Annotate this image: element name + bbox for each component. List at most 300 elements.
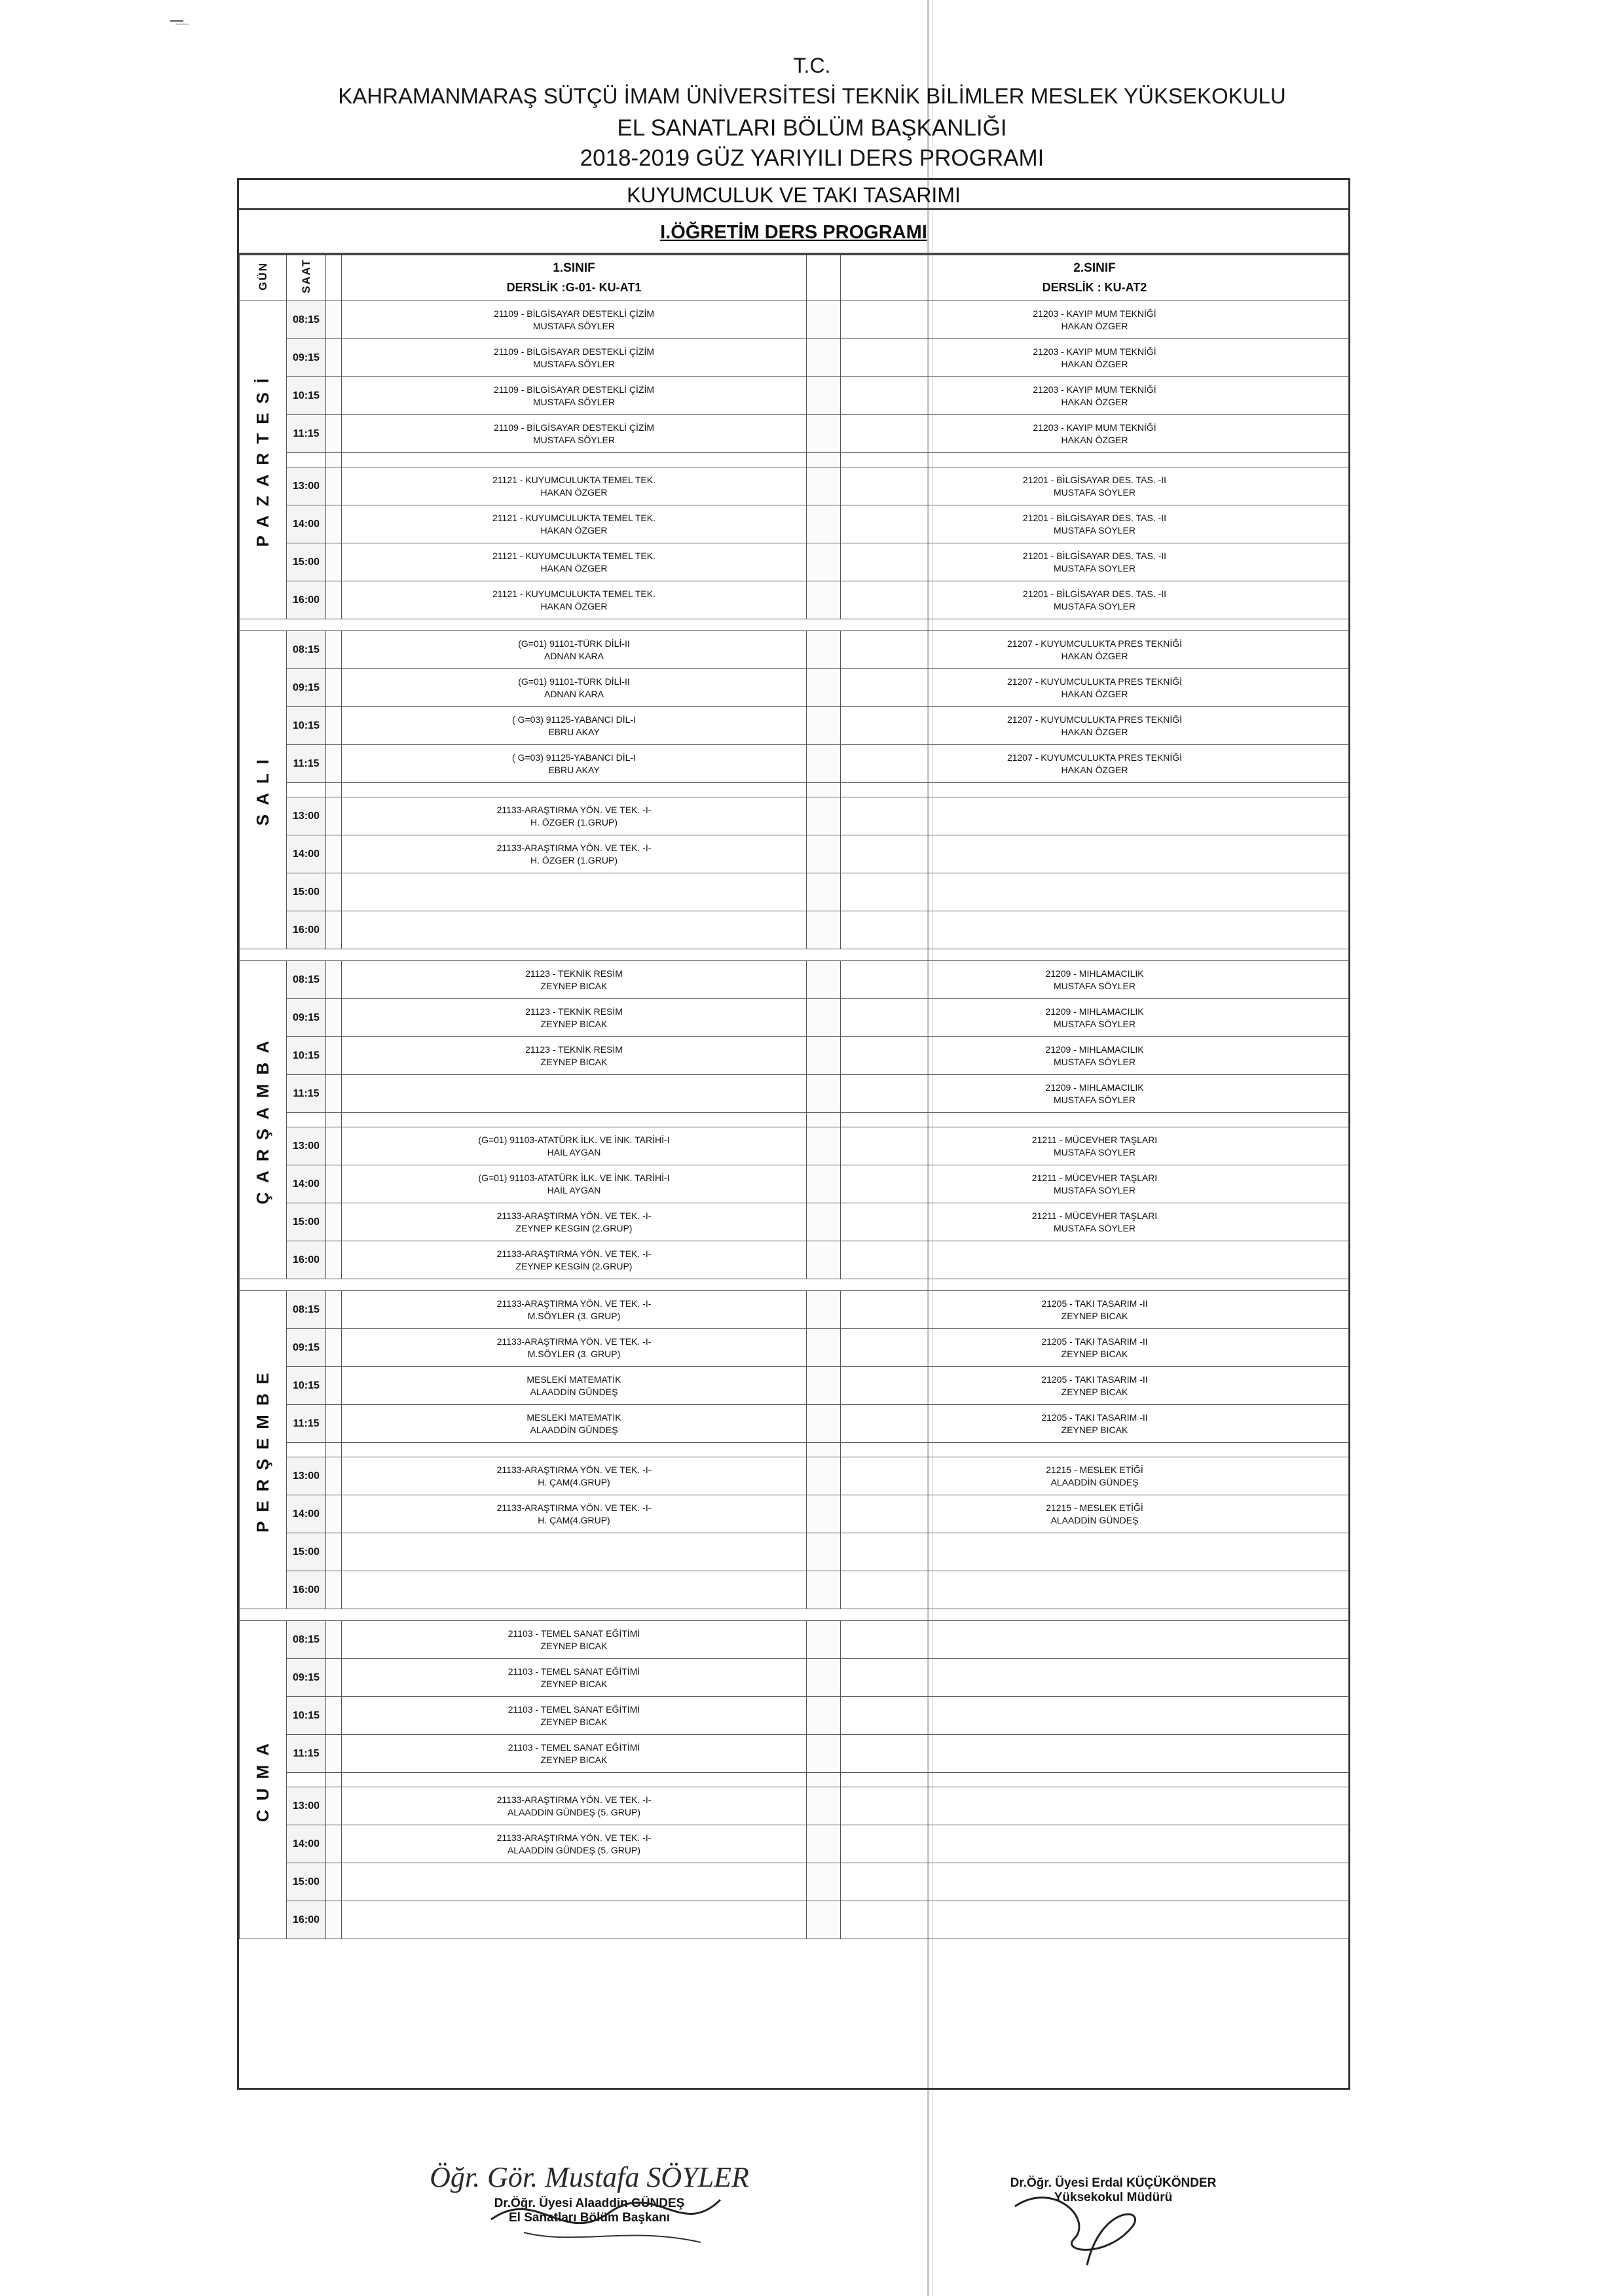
class1-course: (G=01) 91101-TÜRK DİLİ-II	[518, 638, 630, 649]
time-cell: 16:00	[287, 1571, 326, 1609]
time-cell: 09:15	[287, 1329, 326, 1367]
schedule-row	[240, 835, 1349, 873]
class2-course: 21209 - MIHLAMACILIK	[1045, 1044, 1144, 1055]
schedule-row	[240, 797, 1349, 835]
gap-cell	[807, 631, 841, 669]
gap-cell	[807, 1329, 841, 1367]
class1-cell	[342, 961, 807, 999]
class2-cell	[841, 1863, 1349, 1901]
time-cell: 16:00	[287, 911, 326, 949]
schedule-row	[240, 1571, 1349, 1609]
class2-cell	[841, 911, 1349, 949]
gap-cell	[342, 1443, 807, 1457]
schedule-frame	[237, 178, 1350, 2090]
gap-cell	[807, 1863, 841, 1901]
signature-right-role: Yüksekokul Müdürü	[1054, 2191, 1173, 2204]
class1-instructor: ALAADDİN GÜNDEŞ	[530, 1386, 618, 1397]
gap-cell	[342, 1113, 807, 1127]
class2-course: 21209 - MIHLAMACILIK	[1045, 1082, 1144, 1093]
gap-cell	[807, 835, 841, 873]
time-cell: 15:00	[287, 873, 326, 911]
gap-cell	[326, 1773, 342, 1787]
class1-cell	[342, 1901, 807, 1939]
gap-cell	[841, 1773, 1349, 1787]
class1-course: (G=01) 91103-ATATÜRK İLK. VE İNK. TARİHİ-I	[478, 1134, 670, 1145]
gap-cell	[326, 797, 342, 835]
gap-cell	[807, 1571, 841, 1609]
time-cell: 08:15	[287, 961, 326, 999]
time-cell: 08:15	[287, 1621, 326, 1659]
class2-cell	[841, 1405, 1349, 1443]
gap-cell	[807, 1735, 841, 1773]
class2-instructor: HAKAN ÖZGER	[1061, 764, 1128, 775]
class2-cell	[841, 1165, 1349, 1203]
class1-instructor: M.SÖYLER (3. GRUP)	[527, 1310, 621, 1321]
gap-cell	[326, 783, 342, 797]
class2-instructor: HAKAN ÖZGER	[1061, 650, 1128, 661]
class2-instructor: ALAADDİN GÜNDEŞ	[1050, 1476, 1139, 1487]
class2-course: 21211 - MÜCEVHER TAŞLARI	[1031, 1172, 1158, 1183]
class2-instructor: MUSTAFA SÖYLER	[1054, 1056, 1135, 1067]
time-cell: 13:00	[287, 1787, 326, 1825]
class1-cell	[342, 339, 807, 377]
class1-course: 21133-ARAŞTIRMA YÖN. VE TEK. -I-	[496, 1502, 652, 1513]
schedule-row	[240, 631, 1349, 669]
class2-course: 21205 - TAKI TASARIM -II	[1041, 1298, 1148, 1309]
separator-cell	[240, 1279, 1349, 1291]
gap-cell	[807, 1127, 841, 1165]
class1-course: 21133-ARAŞTIRMA YÖN. VE TEK. -I-	[496, 1210, 652, 1221]
time-cell: 11:15	[287, 1075, 326, 1113]
time-cell: 08:15	[287, 631, 326, 669]
class1-course: MESLEKİ MATEMATİK	[526, 1374, 621, 1385]
gap-cell	[326, 581, 342, 619]
class2-cell	[841, 415, 1349, 453]
class2-instructor: MUSTAFA SÖYLER	[1054, 486, 1135, 498]
time-cell: 15:00	[287, 1203, 326, 1241]
schedule-row	[240, 1659, 1349, 1697]
schedule-row	[240, 339, 1349, 377]
gap-cell	[807, 467, 841, 505]
gap-cell	[807, 1165, 841, 1203]
schedule-row	[240, 543, 1349, 581]
column-header-class2	[841, 255, 1349, 301]
gap-cell	[326, 1329, 342, 1367]
gap-cell	[326, 1735, 342, 1773]
gap-cell	[807, 1697, 841, 1735]
class1-cell	[342, 1367, 807, 1405]
class2-course: 21209 - MIHLAMACILIK	[1045, 1006, 1144, 1017]
time-cell: 15:00	[287, 1863, 326, 1901]
time-cell-empty	[287, 1113, 326, 1127]
time-cell: 16:00	[287, 1241, 326, 1279]
class1-cell	[342, 1165, 807, 1203]
gap-cell	[326, 1571, 342, 1609]
class2-course: 21203 - KAYIP MUM TEKNİĞİ	[1033, 384, 1156, 395]
gap-cell	[807, 745, 841, 783]
time-cell: 08:15	[287, 301, 326, 339]
gap-cell	[326, 1495, 342, 1533]
time-cell: 14:00	[287, 505, 326, 543]
schedule-row	[240, 467, 1349, 505]
class1-instructor: ADNAN KARA	[544, 650, 604, 661]
header-department: EL SANATLARI BÖLÜM BAŞKANLIĞI	[617, 115, 1007, 141]
class1-course: 21133-ARAŞTIRMA YÖN. VE TEK. -I-	[496, 1464, 652, 1475]
class1-cell	[342, 1075, 807, 1113]
class2-course: 21203 - KAYIP MUM TEKNİĞİ	[1033, 422, 1156, 433]
class2-instructor: MUSTAFA SÖYLER	[1054, 1146, 1135, 1157]
gap-cell	[807, 1533, 841, 1571]
gap-cell	[841, 1113, 1349, 1127]
class1-cell	[342, 1533, 807, 1571]
gap-cell	[807, 1621, 841, 1659]
gap-cell	[326, 1787, 342, 1825]
class1-instructor: M.SÖYLER (3. GRUP)	[527, 1348, 621, 1359]
class2-instructor: MUSTAFA SÖYLER	[1054, 562, 1135, 574]
class1-instructor: EBRU AKAY	[548, 764, 600, 775]
class1-instructor: HAKAN ÖZGER	[540, 562, 608, 574]
day-separator-row	[240, 619, 1349, 631]
time-cell-empty	[287, 783, 326, 797]
schedule-row	[240, 669, 1349, 707]
gap-cell	[807, 783, 841, 797]
gap-cell	[326, 415, 342, 453]
class1-instructor: H. ÇAM(4.GRUP)	[538, 1476, 610, 1487]
class2-cell	[841, 377, 1349, 415]
class2-course: 21207 - KUYUMCULUKTA PRES TEKNİĞİ	[1006, 638, 1183, 649]
gap-cell	[326, 453, 342, 467]
schedule-row	[240, 1241, 1349, 1279]
time-cell: 15:00	[287, 1533, 326, 1571]
lunch-gap-row	[240, 453, 1349, 467]
class1-cell	[342, 1457, 807, 1495]
day-label-cell	[240, 961, 287, 1279]
class2-cell	[841, 999, 1349, 1037]
gap-cell	[326, 1241, 342, 1279]
class1-cell	[342, 415, 807, 453]
schedule-row	[240, 1863, 1349, 1901]
class2-cell	[841, 1127, 1349, 1165]
lunch-gap-row	[240, 1443, 1349, 1457]
class2-instructor: ZEYNEP BICAK	[1061, 1424, 1128, 1435]
table-header-row	[240, 255, 1349, 301]
gap-cell	[326, 1075, 342, 1113]
gap-cell	[326, 1127, 342, 1165]
class2-course: 21203 - KAYIP MUM TEKNİĞİ	[1033, 308, 1156, 319]
signature-left-role: El Sanatları Bölüm Başkanı	[508, 2211, 671, 2225]
gap-cell	[326, 1621, 342, 1659]
signature-scribble-left	[485, 2180, 733, 2252]
class1-instructor: ALAADDİN GÜNDEŞ	[530, 1424, 618, 1435]
class2-cell	[841, 1735, 1349, 1773]
class2-cell	[841, 1457, 1349, 1495]
time-cell-empty	[287, 1773, 326, 1787]
class2-instructor: MUSTAFA SÖYLER	[1054, 980, 1135, 991]
class1-cell	[342, 377, 807, 415]
gap-cell	[807, 1773, 841, 1787]
schedule-row	[240, 377, 1349, 415]
class2-course: 21201 - BİLGİSAYAR DES. TAS. -II	[1022, 588, 1167, 599]
schedule-row	[240, 873, 1349, 911]
gap-cell	[326, 1113, 342, 1127]
class1-cell	[342, 581, 807, 619]
day-separator-row	[240, 949, 1349, 961]
gap-cell	[326, 999, 342, 1037]
gap-cell	[326, 835, 342, 873]
gap-cell	[326, 911, 342, 949]
class1-instructor: MUSTAFA SÖYLER	[533, 434, 615, 445]
gap-cell	[841, 453, 1349, 467]
class2-cell	[841, 1533, 1349, 1571]
separator-cell	[240, 949, 1349, 961]
gap-cell	[807, 1203, 841, 1241]
class1-cell	[342, 1787, 807, 1825]
class1-course: 21133-ARAŞTIRMA YÖN. VE TEK. -I-	[496, 842, 652, 853]
schedule-row	[240, 1533, 1349, 1571]
day-label: PAZARTESİ	[253, 369, 272, 547]
time-cell: 13:00	[287, 1127, 326, 1165]
class2-course: 21211 - MÜCEVHER TAŞLARI	[1031, 1134, 1158, 1145]
class1-course: 21103 - TEMEL SANAT EĞİTİMİ	[507, 1704, 640, 1715]
class1-instructor: ZEYNEP BICAK	[540, 1018, 608, 1029]
schedule-row	[240, 745, 1349, 783]
class1-course: 21133-ARAŞTIRMA YÖN. VE TEK. -I-	[496, 1298, 652, 1309]
class1-course: 21109 - BİLGİSAYAR DESTEKLİ ÇİZİM	[493, 422, 655, 433]
class1-instructor: ADNAN KARA	[544, 688, 604, 699]
class2-cell	[841, 1367, 1349, 1405]
gap-cell	[326, 505, 342, 543]
schedule-row	[240, 961, 1349, 999]
gap-cell	[342, 783, 807, 797]
class1-instructor: HAİL AYGAN	[547, 1184, 601, 1195]
gap-cell	[326, 301, 342, 339]
gap-cell	[807, 1075, 841, 1113]
class1-cell	[342, 1405, 807, 1443]
gap-cell	[841, 1443, 1349, 1457]
time-cell: 16:00	[287, 581, 326, 619]
class1-course: 21109 - BİLGİSAYAR DESTEKLİ ÇİZİM	[493, 308, 655, 319]
class2-instructor: ALAADDİN GÜNDEŞ	[1050, 1514, 1139, 1525]
gap-cell	[326, 1825, 342, 1863]
class2-course: 21209 - MIHLAMACILIK	[1045, 968, 1144, 979]
header-tc: T.C.	[793, 54, 831, 77]
class2-instructor: HAKAN ÖZGER	[1061, 320, 1128, 331]
class1-course: ( G=03) 91125-YABANCI DİL-I	[512, 752, 636, 763]
schedule-row	[240, 1697, 1349, 1735]
class2-cell	[841, 1659, 1349, 1697]
separator-cell	[240, 619, 1349, 631]
class2-instructor: ZEYNEP BICAK	[1061, 1310, 1128, 1321]
class1-cell	[342, 467, 807, 505]
schedule-row	[240, 1127, 1349, 1165]
class2-instructor: MUSTAFA SÖYLER	[1054, 524, 1135, 536]
class2-cell	[841, 301, 1349, 339]
class2-cell	[841, 1329, 1349, 1367]
schedule-row	[240, 1457, 1349, 1495]
gap-cell	[807, 1405, 841, 1443]
class1-instructor: H. ÖZGER (1.GRUP)	[530, 854, 618, 866]
class2-course: 21201 - BİLGİSAYAR DES. TAS. -II	[1022, 550, 1167, 561]
class1-course: (G=01) 91101-TÜRK DİLİ-II	[518, 676, 630, 687]
class2-cell	[841, 1787, 1349, 1825]
time-cell: 16:00	[287, 1901, 326, 1939]
class2-cell	[841, 1697, 1349, 1735]
gap-cell	[807, 873, 841, 911]
gap-cell	[807, 797, 841, 835]
class1-course: 21121 - KUYUMCULUKTA TEMEL TEK.	[492, 550, 655, 561]
gap-cell	[807, 1367, 841, 1405]
class1-cell	[342, 1291, 807, 1329]
time-cell: 15:00	[287, 543, 326, 581]
header-university: KAHRAMANMARAŞ SÜTÇÜ İMAM ÜNİVERSİTESİ TEKNİK BİLİMLER MESLEK YÜKSEKOKULU	[338, 84, 1286, 108]
class2-instructor: HAKAN ÖZGER	[1061, 396, 1128, 407]
class1-course: 21133-ARAŞTIRMA YÖN. VE TEK. -I-	[496, 1794, 652, 1805]
gap-cell	[807, 1037, 841, 1075]
class2-cell	[841, 581, 1349, 619]
gap-cell	[807, 1901, 841, 1939]
schedule-row	[240, 1329, 1349, 1367]
signature-scribble-right	[1002, 2180, 1172, 2278]
class1-instructor: HAİL AYGAN	[547, 1146, 601, 1157]
class1-course: 21133-ARAŞTIRMA YÖN. VE TEK. -I-	[496, 1832, 652, 1843]
program-title: KUYUMCULUK VE TAKI TASARIMI	[239, 180, 1348, 210]
time-cell: 10:15	[287, 707, 326, 745]
signature-left-name: Dr.Öğr. Üyesi Alaaddin GÜNDEŞ	[494, 2196, 685, 2210]
gap-cell	[807, 1659, 841, 1697]
column-gap-1	[326, 255, 342, 301]
program-subtitle	[239, 210, 1348, 255]
class1-course: MESLEKİ MATEMATİK	[526, 1412, 621, 1423]
day-label: PERŞEMBE	[253, 1364, 272, 1533]
schedule-row	[240, 1405, 1349, 1443]
class2-instructor: ZEYNEP BICAK	[1061, 1348, 1128, 1359]
class1-cell	[342, 745, 807, 783]
time-cell: 09:15	[287, 1659, 326, 1697]
gap-cell	[326, 745, 342, 783]
class2-cell	[841, 1825, 1349, 1863]
gap-cell	[807, 339, 841, 377]
class1-cell	[342, 1659, 807, 1697]
schedule-row	[240, 1165, 1349, 1203]
gap-cell	[326, 1367, 342, 1405]
gap-cell	[807, 911, 841, 949]
signature-right-name: Dr.Öğr. Üyesi Erdal KÜÇÜKÖNDER	[1010, 2176, 1217, 2190]
class1-cell	[342, 1863, 807, 1901]
class1-instructor: ZEYNEP BICAK	[540, 1716, 608, 1727]
class2-course: 21207 - KUYUMCULUKTA PRES TEKNİĞİ	[1006, 714, 1183, 725]
class1-instructor: H. ÖZGER (1.GRUP)	[530, 816, 618, 828]
class1-room: DERSLİK :G-01- KU-AT1	[506, 281, 642, 294]
class2-course: 21207 - KUYUMCULUKTA PRES TEKNİĞİ	[1006, 676, 1183, 687]
class1-cell	[342, 1571, 807, 1609]
class1-course: 21133-ARAŞTIRMA YÖN. VE TEK. -I-	[496, 804, 652, 815]
day-label: ÇARŞAMBA	[253, 1032, 272, 1205]
class1-cell	[342, 1825, 807, 1863]
gap-cell	[807, 1825, 841, 1863]
schedule-row	[240, 1901, 1349, 1939]
class2-cell	[841, 797, 1349, 835]
time-cell: 11:15	[287, 745, 326, 783]
class2-instructor: MUSTAFA SÖYLER	[1054, 1094, 1135, 1105]
gap-cell	[326, 1659, 342, 1697]
gap-cell	[807, 1291, 841, 1329]
gap-cell	[807, 505, 841, 543]
class1-cell	[342, 1329, 807, 1367]
day-label: CUMA	[253, 1734, 272, 1822]
gap-cell	[807, 961, 841, 999]
class2-cell	[841, 1037, 1349, 1075]
class1-instructor: ZEYNEP KESGİN (2.GRUP)	[515, 1222, 633, 1233]
class1-course: ( G=03) 91125-YABANCI DİL-I	[512, 714, 636, 725]
class1-course: 21103 - TEMEL SANAT EĞİTİMİ	[507, 1666, 640, 1677]
time-cell: 10:15	[287, 1367, 326, 1405]
class2-cell	[841, 1291, 1349, 1329]
gap-cell	[326, 1165, 342, 1203]
class2-cell	[841, 835, 1349, 873]
class1-cell	[342, 707, 807, 745]
day-separator-row	[240, 1279, 1349, 1291]
class2-title: 2.SINIF	[1073, 261, 1116, 275]
gap-cell	[342, 1773, 807, 1787]
gap-cell	[807, 1787, 841, 1825]
schedule-table	[239, 255, 1349, 1939]
gap-cell	[326, 1203, 342, 1241]
class2-course: 21215 - MESLEK ETİĞİ	[1046, 1502, 1143, 1513]
class1-course: 21109 - BİLGİSAYAR DESTEKLİ ÇİZİM	[493, 346, 655, 357]
lunch-gap-row	[240, 1113, 1349, 1127]
time-cell: 11:15	[287, 1405, 326, 1443]
class2-instructor: HAKAN ÖZGER	[1061, 358, 1128, 369]
class1-cell	[342, 669, 807, 707]
schedule-row	[240, 1037, 1349, 1075]
schedule-row	[240, 1367, 1349, 1405]
schedule-row	[240, 1621, 1349, 1659]
class1-instructor: MUSTAFA SÖYLER	[533, 320, 615, 331]
class1-instructor: HAKAN ÖZGER	[540, 600, 608, 611]
schedule-row	[240, 1291, 1349, 1329]
class2-course: 21205 - TAKI TASARIM -II	[1041, 1374, 1148, 1385]
class2-course: 21207 - KUYUMCULUKTA PRES TEKNİĞİ	[1006, 752, 1183, 763]
class1-course: 21103 - TEMEL SANAT EĞİTİMİ	[507, 1628, 640, 1639]
class2-instructor: HAKAN ÖZGER	[1061, 726, 1128, 737]
day-label-cell	[240, 301, 287, 619]
class1-cell	[342, 911, 807, 949]
class1-cell	[342, 301, 807, 339]
class2-course: 21205 - TAKI TASARIM -II	[1041, 1336, 1148, 1347]
class2-course: 21211 - MÜCEVHER TAŞLARI	[1031, 1210, 1158, 1221]
time-cell: 13:00	[287, 797, 326, 835]
class2-cell	[841, 505, 1349, 543]
gap-cell	[807, 377, 841, 415]
schedule-row	[240, 1495, 1349, 1533]
class2-cell	[841, 669, 1349, 707]
class1-instructor: MUSTAFA SÖYLER	[533, 396, 615, 407]
gap-cell	[807, 1241, 841, 1279]
class1-course: 21123 - TEKNİK RESİM	[525, 1006, 623, 1017]
class1-course: 21121 - KUYUMCULUKTA TEMEL TEK.	[492, 474, 655, 485]
class2-instructor: MUSTAFA SÖYLER	[1054, 1018, 1135, 1029]
class1-course: 21133-ARAŞTIRMA YÖN. VE TEK. -I-	[496, 1336, 652, 1347]
gap-cell	[807, 1457, 841, 1495]
gap-cell	[326, 1901, 342, 1939]
schedule-row	[240, 1075, 1349, 1113]
column-header-class1	[342, 255, 807, 301]
class2-course: 21215 - MESLEK ETİĞİ	[1046, 1464, 1143, 1475]
schedule-row	[240, 1787, 1349, 1825]
time-cell: 09:15	[287, 339, 326, 377]
gap-cell	[807, 1495, 841, 1533]
class2-cell	[841, 631, 1349, 669]
